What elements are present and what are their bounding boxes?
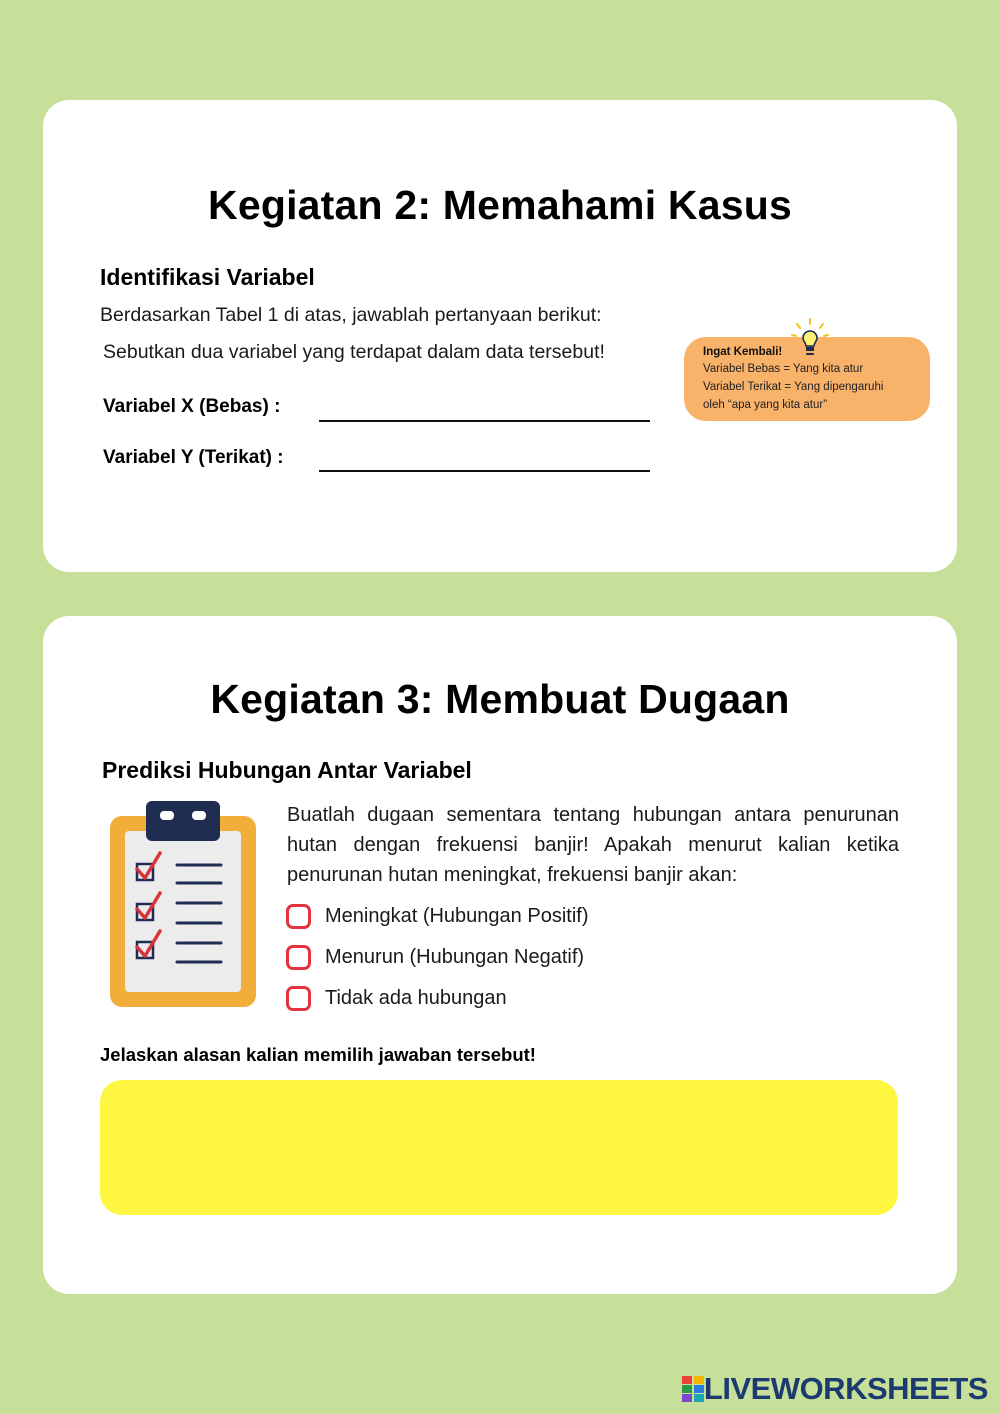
prediction-paragraph: Buatlah dugaan sementara tentang hubungan antara penurunan hutan dengan frekuensi banjir! Apakah menurut kalian ketika penurunan hutan meningkat, frekuensi banjir akan: [287, 804, 899, 886]
kegiatan-3-card [43, 616, 957, 1294]
liveworksheets-blocks-icon [682, 1376, 704, 1402]
checkbox-meningkat[interactable] [286, 904, 311, 929]
checkbox-tidak-ada[interactable] [286, 986, 311, 1011]
checkbox-menurun[interactable] [286, 945, 311, 970]
reminder-line-3: oleh “apa yang kita atur” [703, 399, 828, 411]
prediksi-heading: Prediksi Hubungan Antar Variabel [102, 757, 472, 783]
variable-y-label: Variabel Y (Terikat) : [103, 447, 284, 468]
kegiatan-3-title: Kegiatan 3: Membuat Dugaan [210, 676, 790, 722]
variable-x-underline [319, 420, 650, 422]
option-tidak-ada[interactable] [286, 982, 507, 1014]
question-text: Sebutkan dua variabel yang terdapat dalam data tersebut! [103, 341, 605, 363]
kegiatan-2-title: Kegiatan 2: Memahami Kasus [208, 182, 792, 228]
variable-y-underline [319, 470, 650, 472]
variable-y-input[interactable] [319, 441, 653, 473]
option-label: Tidak ada hubungan [325, 986, 507, 1009]
option-label: Meningkat (Hubungan Positif) [325, 904, 589, 927]
lightbulb-icon [789, 317, 831, 361]
reason-prompt: Jelaskan alasan kalian memilih jawaban tersebut! [100, 1044, 536, 1065]
kegiatan-2-card [43, 100, 957, 572]
brand-name: LIVEWORKSHEETS [703, 1371, 988, 1406]
option-label: Menurun (Hubungan Negatif) [325, 945, 585, 968]
identifikasi-variabel-heading: Identifikasi Variabel [100, 264, 315, 290]
reminder-line-1: Variabel Bebas = Yang kita atur [703, 363, 864, 375]
reason-answer-box[interactable] [100, 1080, 898, 1215]
reminder-title: Ingat Kembali! [703, 346, 783, 358]
option-meningkat[interactable] [286, 900, 588, 932]
clipboard-checklist-icon [110, 801, 256, 1009]
instruction-text: Berdasarkan Tabel 1 di atas, jawablah pertanyaan berikut: [100, 304, 602, 326]
variable-x-input[interactable] [319, 390, 653, 422]
reminder-line-2: Variabel Terikat = Yang dipengaruhi [703, 381, 884, 393]
liveworksheets-logo [682, 1372, 988, 1406]
option-menurun[interactable] [286, 941, 584, 973]
variable-x-label: Variabel X (Bebas) : [103, 396, 281, 417]
